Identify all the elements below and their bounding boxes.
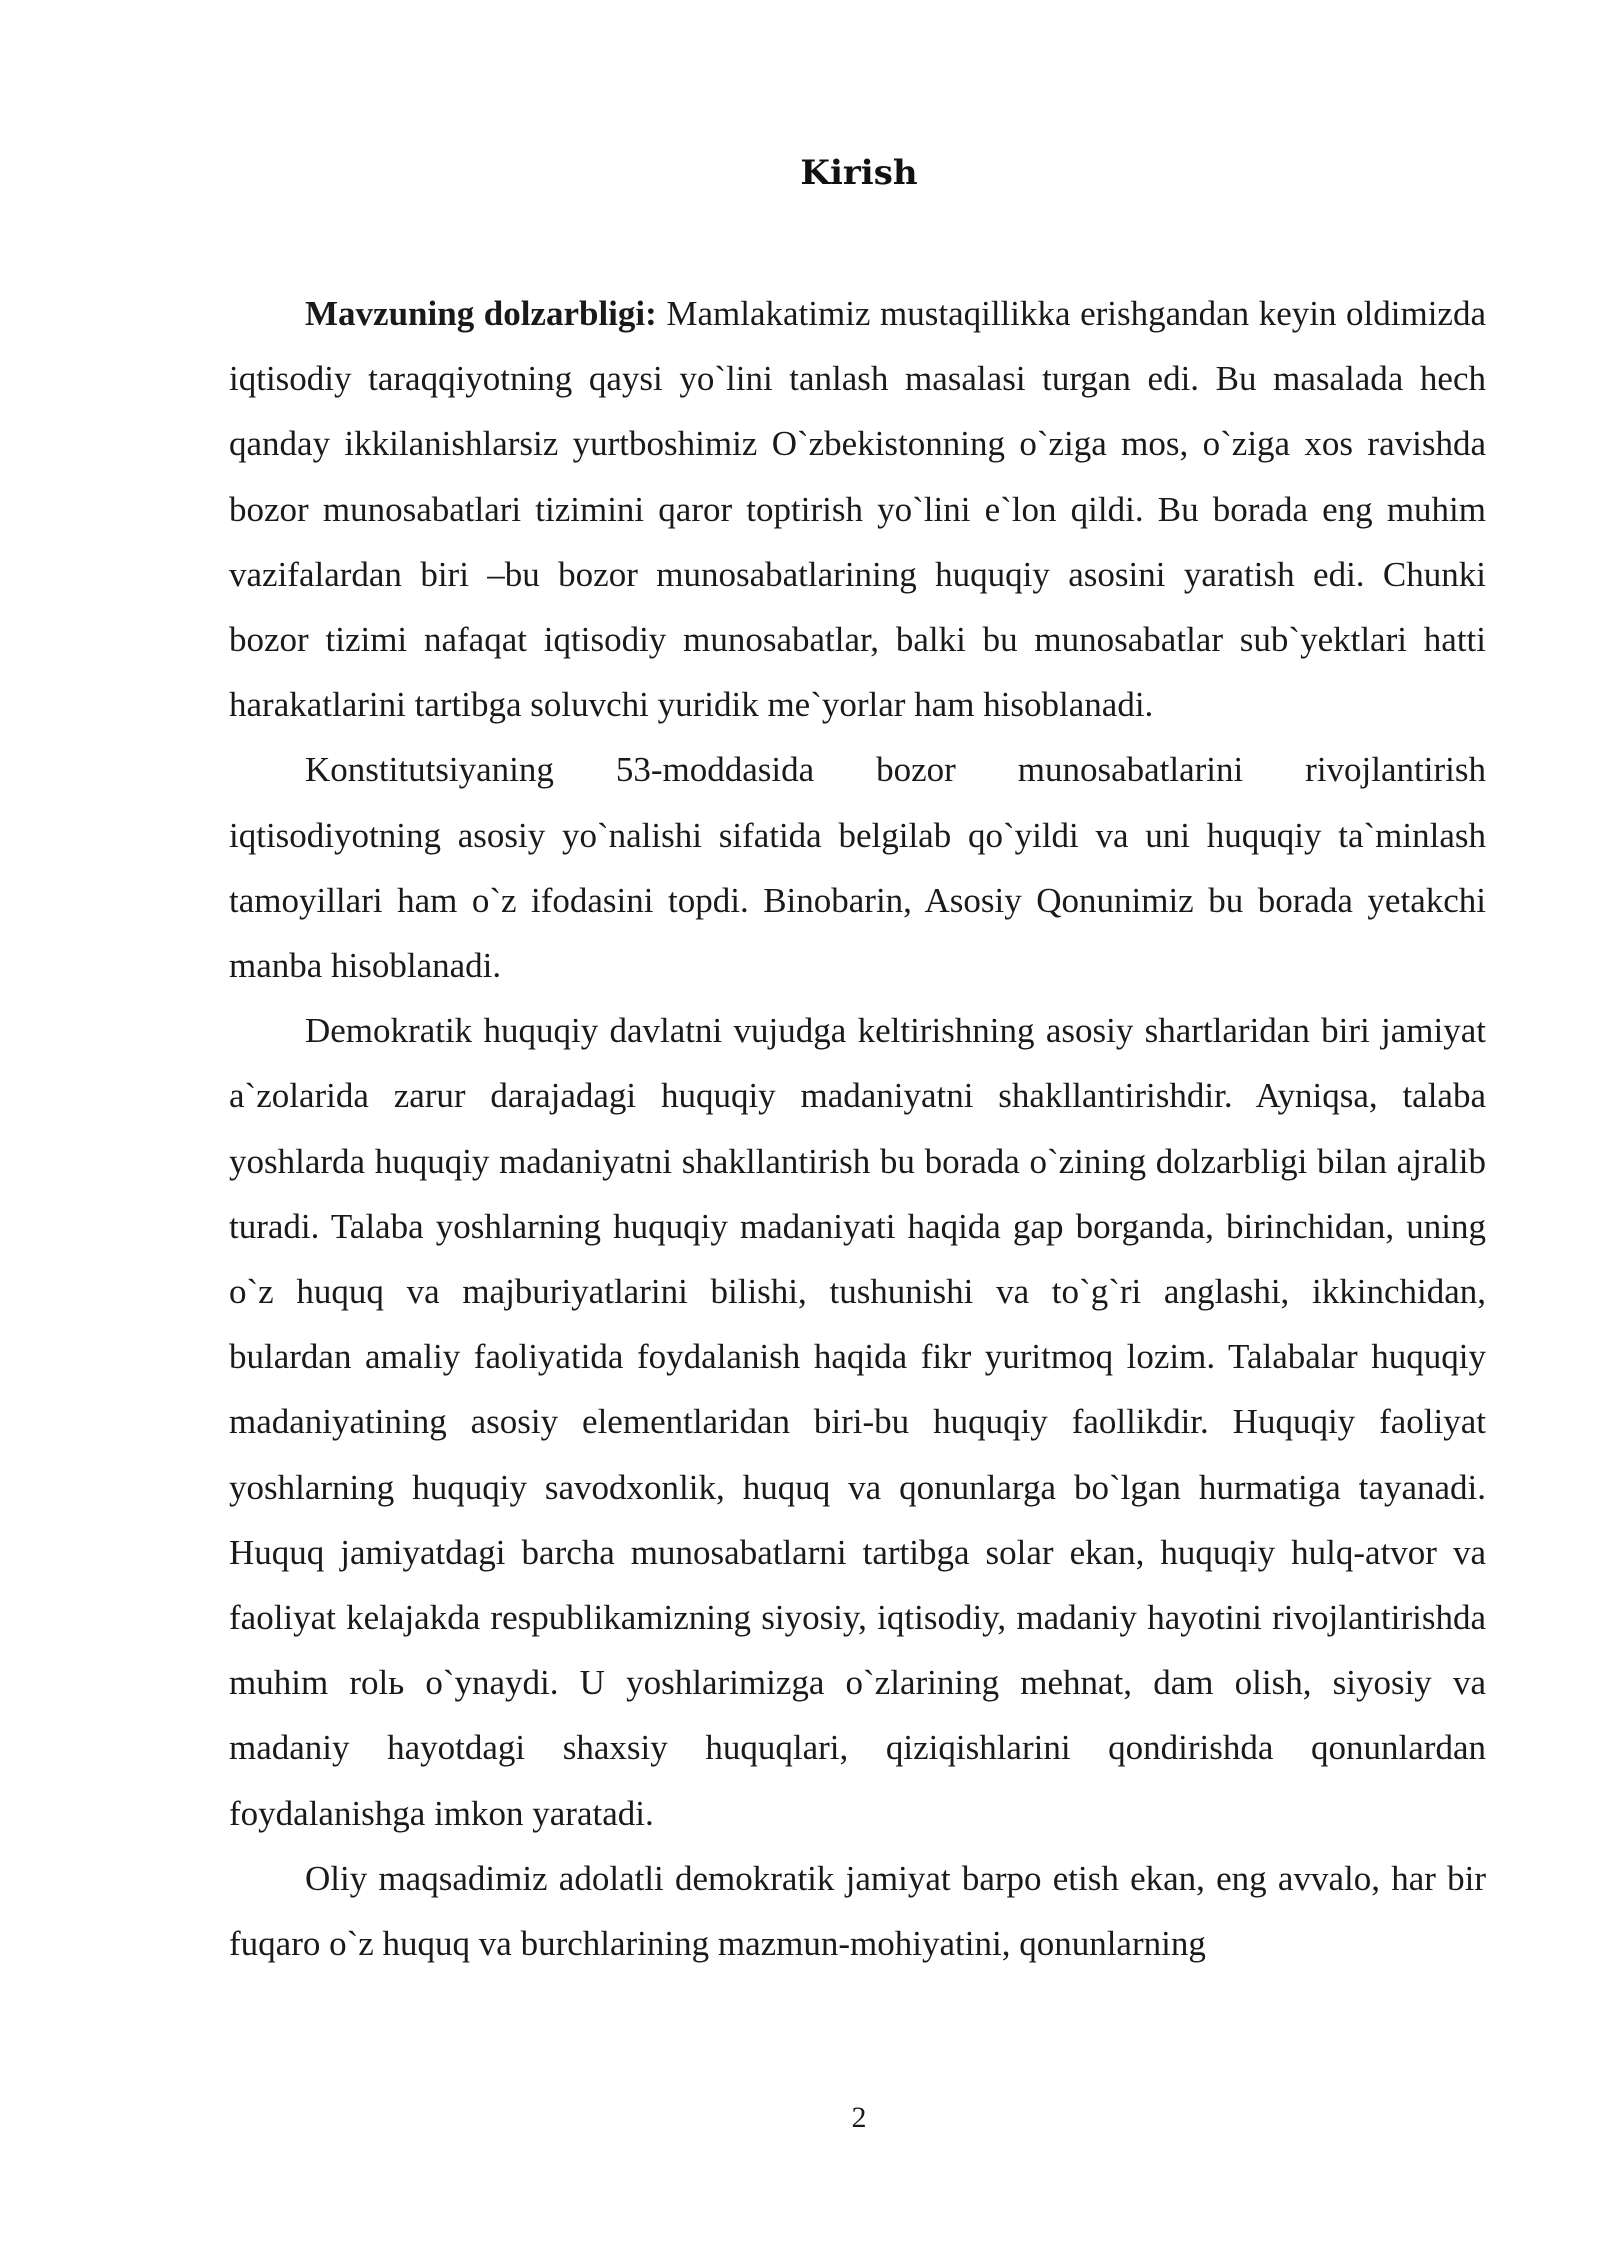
paragraph-legal-culture: Demokratik huquqiy davlatni vujudga keltirishning asosiy shartlaridan biri jamiyat a`zolarida zarur darajadagi huquqiy madaniyatni shakllantirishdir. Ayniqsa, talaba yoshlarda huquqiy madaniyatni shakllantirish bu borada o`zining dolzarbligi bilan ajralib turadi. Talaba yoshlarning huquqiy madaniyati haqida gap borganda, birinchidan, uning o`z huquq va majburiyatlarini bilishi, tushunishi va to`g`ri anglashi, ikkinchidan, bulardan amaliy faoliyatida foydalanish haqida fikr yuritmoq lozim. Talabalar huquqiy madaniyatining asosiy elementlaridan biri-bu huquqiy faollikdir. Huquqiy faoliyat yoshlarning huquqiy savodxonlik, huquq va qonunlarga bo`lgan hurmatiga tayanadi. Huquq jamiyatdagi barcha munosabatlarni tartibga solar ekan, huquqiy hulq-atvor va faoliyat kelajakda respublikamizning siyosiy, iqtisodiy, madaniy hayotini rivojlantirishda muhim rolь o`ynaydi. U yoshlarimizga o`zlarining mehnat, dam olish, siyosiy va madaniy hayotdagi shaxsiy huquqlari, qiziqishlarini qondirishda qonunlardan foydalanishga imkon yaratadi. [229, 1011, 1486, 1833]
relevance-lead: Mavzuning dolzarbligi: [305, 294, 657, 333]
paragraph-goal: Oliy maqsadimiz adolatli demokratik jamiyat barpo etish ekan, eng avvalo, har bir fuqaro o`z huquq va burchlarining mazmun-mohiyatini, qonunlarning [229, 1858, 1486, 1964]
paragraph-constitution: Konstitutsiyaning 53-moddasida bozor munosabatlarini rivojlantirish iqtisodiyotning asosiy yo`nalishi sifatida belgilab qo`yildi va uni huquqiy ta`minlash tamoyillari ham o`z ifodasini topdi. Binobarin, Asosiy Qonunimiz bu borada yetakchi manba hisoblanadi. [229, 750, 1486, 986]
page-number: 2 [851, 2101, 867, 2134]
paragraph-relevance [229, 281, 1486, 737]
relevance-text: Mamlakatimiz mustaqillikka erishgandan keyin oldimizda iqtisodiy taraqqiyotning qaysi yo`lini tanlash masalasi turgan edi. Bu masalada hech qanday ikkilanishlarsiz yurtboshimiz O`zbekistonning o`ziga mos, o`ziga xos ravishda bozor munosabatlari tizimini qaror toptirish yo`lini e`lon qildi. Bu borada eng muhim vazifalardan biri –bu bozor munosabatlarining huquqiy asosini yaratish edi. Chunki bozor tizimi nafaqat iqtisodiy munosabatlar, balki bu munosabatlar sub`yektlari hatti harakatlarini tartibga soluvchi yuridik me`yorlar ham hisoblanadi. [229, 294, 1486, 725]
document-body [229, 281, 1486, 1976]
page-title: Kirish [800, 153, 918, 193]
